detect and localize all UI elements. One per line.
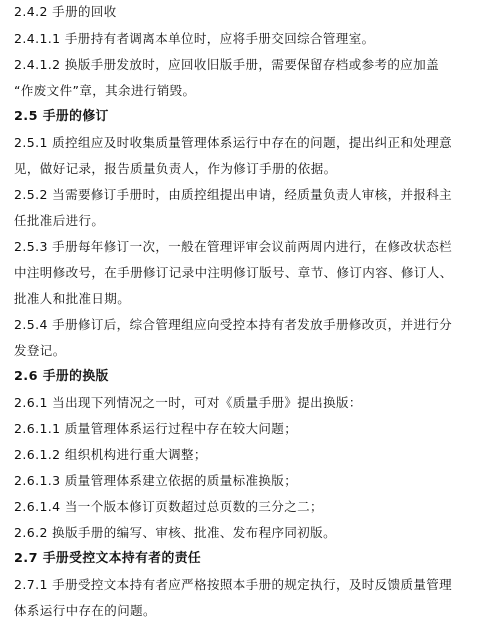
list-item-2-6-1-2: 2.6.1.2 组织机构进行重大调整； bbox=[14, 447, 207, 462]
list-item-2-6-1-3: 2.6.1.3 质量管理体系建立依据的质量标准换版； bbox=[14, 473, 298, 488]
paragraph-2-5-3-line-1: 2.5.3 手册每年修订一次，一般在管理评审会议前两周内进行，在修改状态栏 bbox=[14, 239, 453, 254]
section-heading-2-7: 2.7 手册受控文本持有者的责任 bbox=[14, 551, 202, 566]
paragraph-2-4-1-2-line-1: 2.4.1.2 换版手册发放时，应回收旧版手册，需要保留存档或参考的应加盖 bbox=[14, 57, 440, 72]
paragraph-2-5-3-line-3: 批准人和批准日期。 bbox=[14, 291, 131, 306]
paragraph-2-5-1-line-1: 2.5.1 质控组应及时收集质量管理体系运行中存在的问题，提出纠正和处理意 bbox=[14, 135, 453, 150]
paragraph-2-5-2-line-2: 任批准后进行。 bbox=[14, 213, 105, 228]
section-heading-2-5: 2.5 手册的修订 bbox=[14, 109, 109, 124]
paragraph-2-5-4-line-1: 2.5.4 手册修订后，综合管理组应向受控本持有者发放手册修改页，并进行分 bbox=[14, 317, 453, 332]
paragraph-2-6-2: 2.6.2 换版手册的编写、审核、批准、发布程序同初版。 bbox=[14, 525, 336, 540]
paragraph-2-5-1-line-2: 见，做好记录，报告质量负责人，作为修订手册的依据。 bbox=[14, 161, 337, 176]
paragraph-2-7-1-line-2: 体系运行中存在的问题。 bbox=[14, 603, 156, 618]
list-item-2-6-1-1: 2.6.1.1 质量管理体系运行过程中存在较大问题； bbox=[14, 421, 298, 436]
paragraph-2-5-4-line-2: 发登记。 bbox=[14, 343, 66, 358]
paragraph-2-6-1: 2.6.1 当出现下列情况之一时，可对《质量手册》提出换版： bbox=[14, 395, 362, 410]
section-heading-2-4-2: 2.4.2 手册的回收 bbox=[14, 4, 117, 19]
paragraph-2-4-1-1: 2.4.1.1 手册持有者调离本单位时，应将手册交回综合管理室。 bbox=[14, 31, 375, 46]
paragraph-2-4-1-2-line-2: “作废文件”章，其余进行销毁。 bbox=[14, 83, 196, 98]
paragraph-2-5-2-line-1: 2.5.2 当需要修订手册时，由质控组提出申请，经质量负责人审核，并报科主 bbox=[14, 187, 453, 202]
list-item-2-6-1-4: 2.6.1.4 当一个版本修订页数超过总页数的三分之二； bbox=[14, 499, 323, 514]
paragraph-2-5-3-line-2: 中注明修改号，在手册修订记录中注明修订版号、章节、修订内容、修订人、 bbox=[14, 265, 453, 280]
paragraph-2-7-1-line-1: 2.7.1 手册受控文本持有者应严格按照本手册的规定执行，及时反馈质量管理 bbox=[14, 577, 453, 592]
section-heading-2-6: 2.6 手册的换版 bbox=[14, 369, 109, 384]
